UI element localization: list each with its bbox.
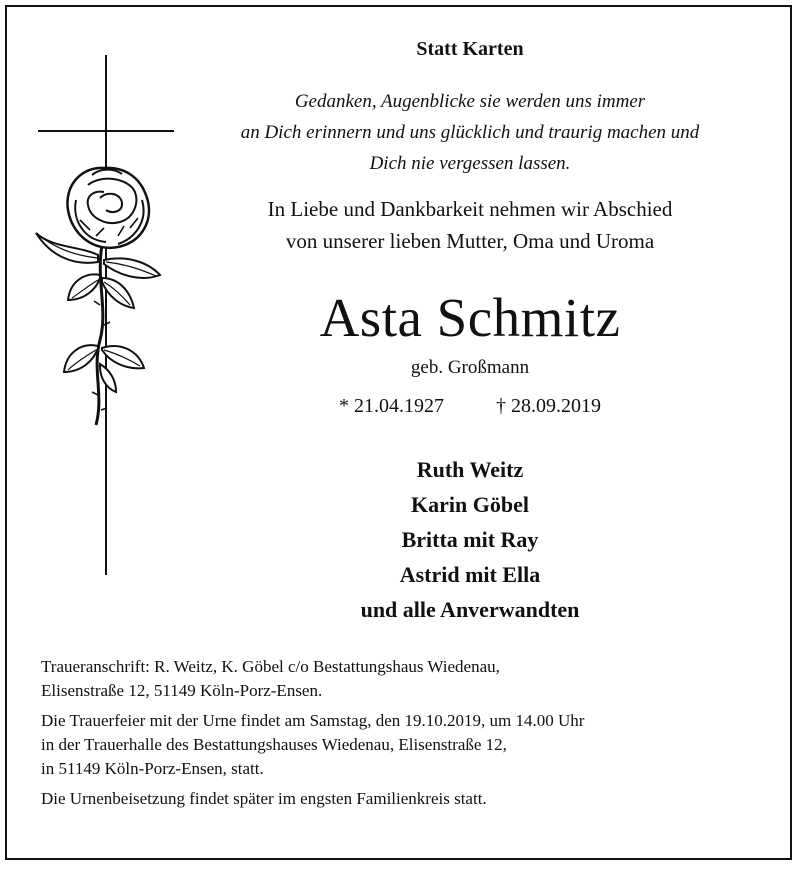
address-line: Elisenstraße 12, 51149 Köln-Porz-Ensen. bbox=[41, 681, 323, 700]
intro-line: In Liebe und Dankbarkeit nehmen wir Abschied bbox=[267, 197, 673, 221]
memorial-poem bbox=[190, 86, 750, 179]
bereaved-family bbox=[190, 452, 750, 627]
life-dates bbox=[190, 395, 750, 418]
family-member: Ruth Weitz bbox=[416, 457, 524, 482]
ceremony-line: in der Trauerhalle des Bestattungshauses Wiedenau, Elisenstraße 12, bbox=[41, 735, 507, 754]
address-line: Traueranschrift: R. Weitz, K. Göbel c/o Bestattungshaus Wiedenau, bbox=[41, 657, 500, 676]
family-member: Britta mit Ray bbox=[401, 527, 539, 552]
burial-line: Die Urnenbeisetzung findet später im engsten Familienkreis statt. bbox=[41, 789, 487, 808]
funeral-ceremony-info bbox=[41, 709, 761, 781]
cross-icon bbox=[38, 55, 174, 575]
birth-date: * 21.04.1927 bbox=[339, 395, 444, 417]
family-member: Karin Göbel bbox=[411, 492, 529, 517]
maiden-name: geb. Großmann bbox=[410, 357, 530, 378]
death-date: † 28.09.2019 bbox=[496, 395, 601, 417]
ceremony-line: Die Trauerfeier mit der Urne findet am Samstag, den 19.10.2019, um 14.00 Uhr bbox=[41, 711, 585, 730]
urn-burial-info bbox=[41, 787, 761, 811]
poem-line: Dich nie vergessen lassen. bbox=[369, 153, 571, 174]
family-member: und alle Anverwandten bbox=[360, 597, 580, 622]
farewell-intro bbox=[190, 193, 750, 257]
notice-footer bbox=[41, 655, 761, 817]
family-member: Astrid mit Ella bbox=[399, 562, 541, 587]
mourning-address bbox=[41, 655, 761, 703]
poem-line: an Dich erinnern und uns glücklich und traurig machen und bbox=[240, 122, 700, 143]
intro-line: von unserer lieben Mutter, Oma und Uroma bbox=[285, 229, 655, 253]
ceremony-line: in 51149 Köln-Porz-Ensen, statt. bbox=[41, 759, 264, 778]
rose-icon bbox=[36, 168, 160, 425]
deceased-name: Asta Schmitz bbox=[319, 287, 621, 348]
notice-header: Statt Karten bbox=[416, 38, 524, 60]
poem-line: Gedanken, Augenblicke sie werden uns immer bbox=[294, 91, 646, 112]
cross-with-rose bbox=[30, 50, 190, 580]
